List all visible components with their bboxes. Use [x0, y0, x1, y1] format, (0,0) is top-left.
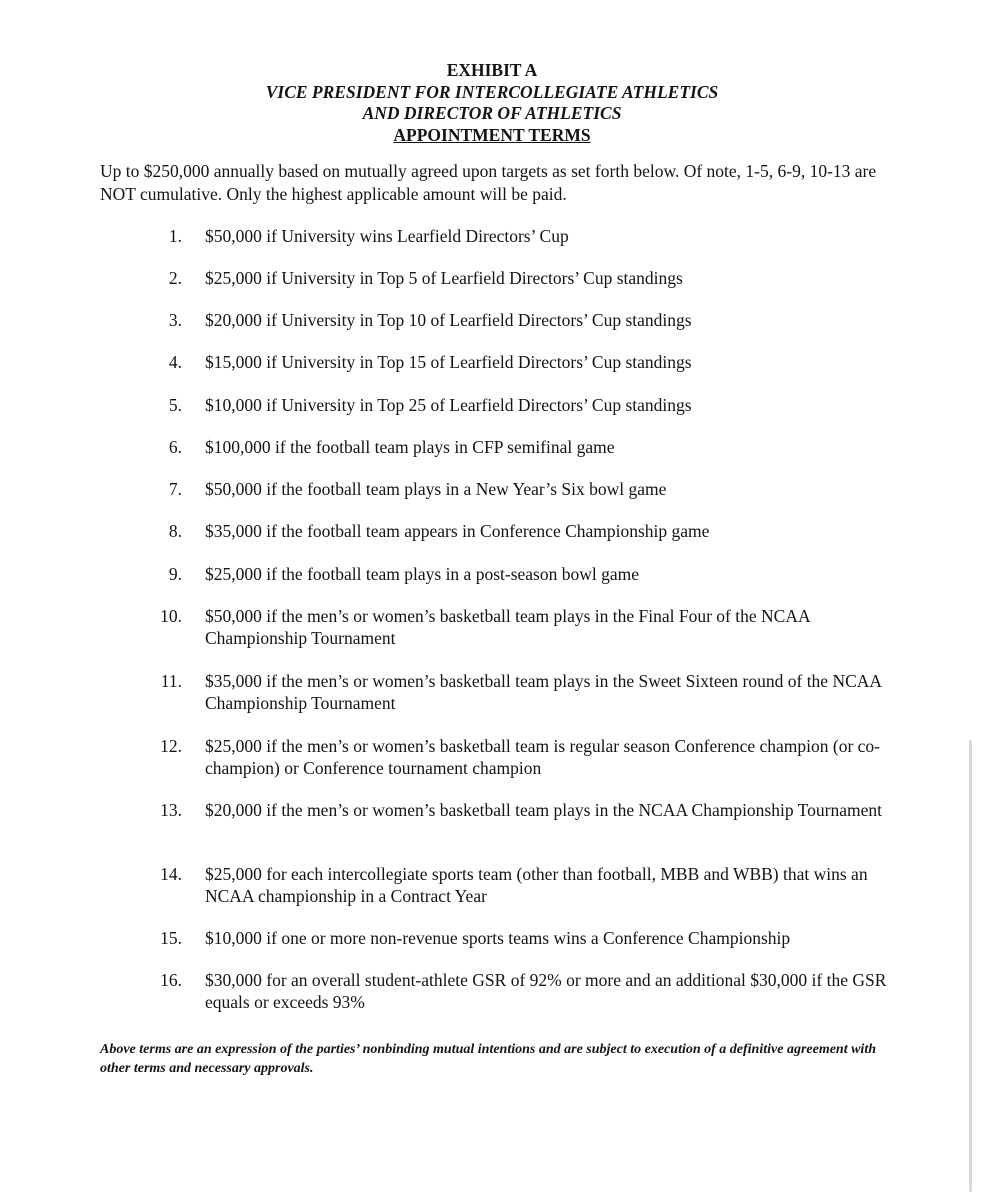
item-text: $20,000 if the men’s or women’s basketball team plays in the NCAA Championship Tournament — [205, 800, 882, 820]
intro-paragraph: Up to $250,000 annually based on mutually agreed upon targets as set forth below. Of note, 1-5, 6-9, 10-13 are NOT cumulative. Only the highest applicable amount will be paid. — [100, 161, 877, 204]
scrollbar[interactable] — [969, 740, 972, 1192]
item-text: $50,000 if the football team plays in a New Year’s Six bowl game — [205, 479, 667, 499]
item-number: 13. — [160, 800, 182, 820]
item-text: $35,000 if the football team appears in Conference Championship game — [205, 521, 710, 541]
item-text: $100,000 if the football team plays in CFP semifinal game — [205, 437, 615, 457]
item-number: 8. — [168, 521, 182, 541]
item-text: $35,000 if the men’s or women’s basketball team plays in the Sweet Sixteen round of the NCAA Championship Tournament — [205, 671, 882, 713]
item-number: 16. — [160, 970, 182, 990]
position-title-line2: AND DIRECTOR OF ATHLETICS — [362, 103, 622, 123]
item-text: $25,000 if University in Top 5 of Learfield Directors’ Cup standings — [205, 268, 683, 288]
item-number: 4. — [168, 352, 182, 372]
item-text: $30,000 for an overall student-athlete GSR of 92% or more and an additional $30,000 if the GSR equals or exceeds 93% — [205, 970, 887, 1012]
item-text: $25,000 if the men’s or women’s basketball team is regular season Conference champion (or co-champion) or Conference tournament champion — [205, 736, 881, 778]
item-number: 5. — [168, 395, 182, 415]
item-number: 10. — [160, 606, 182, 626]
exhibit-title: EXHIBIT A — [446, 60, 538, 80]
item-text: $50,000 if the men’s or women’s basketball team plays in the Final Four of the NCAA Championship Tournament — [205, 606, 810, 648]
item-number: 6. — [168, 437, 182, 457]
item-number: 15. — [160, 928, 182, 948]
appointment-terms-heading: APPOINTMENT TERMS — [393, 124, 591, 145]
item-text: $20,000 if University in Top 10 of Learfield Directors’ Cup standings — [205, 310, 692, 330]
item-text: $15,000 if University in Top 15 of Learfield Directors’ Cup standings — [205, 352, 692, 372]
item-number: 11. — [160, 671, 182, 691]
item-number: 9. — [168, 564, 182, 584]
item-text: $50,000 if University wins Learfield Directors’ Cup — [205, 226, 569, 246]
item-number: 7. — [168, 479, 182, 499]
item-number: 1. — [168, 226, 182, 246]
item-text: $25,000 for each intercollegiate sports team (other than football, MBB and WBB) that wins an NCAA championship in a Contract Year — [205, 864, 868, 906]
item-text: $25,000 if the football team plays in a post-season bowl game — [205, 564, 640, 584]
item-number: 3. — [168, 310, 182, 330]
item-number: 2. — [168, 268, 182, 288]
item-text: $10,000 if one or more non-revenue sports teams wins a Conference Championship — [205, 928, 791, 948]
item-number: 12. — [160, 736, 182, 756]
document-header — [0, 60, 984, 146]
item-number: 14. — [160, 864, 182, 884]
item-text: $10,000 if University in Top 25 of Learfield Directors’ Cup standings — [205, 395, 692, 415]
footer-disclaimer: Above terms are an expression of the parties’ nonbinding mutual intentions and are subject to execution of a definitive agreement with other terms and necessary approvals. — [100, 1042, 877, 1076]
position-title-line1: VICE PRESIDENT FOR INTERCOLLEGIATE ATHLETICS — [265, 81, 719, 102]
